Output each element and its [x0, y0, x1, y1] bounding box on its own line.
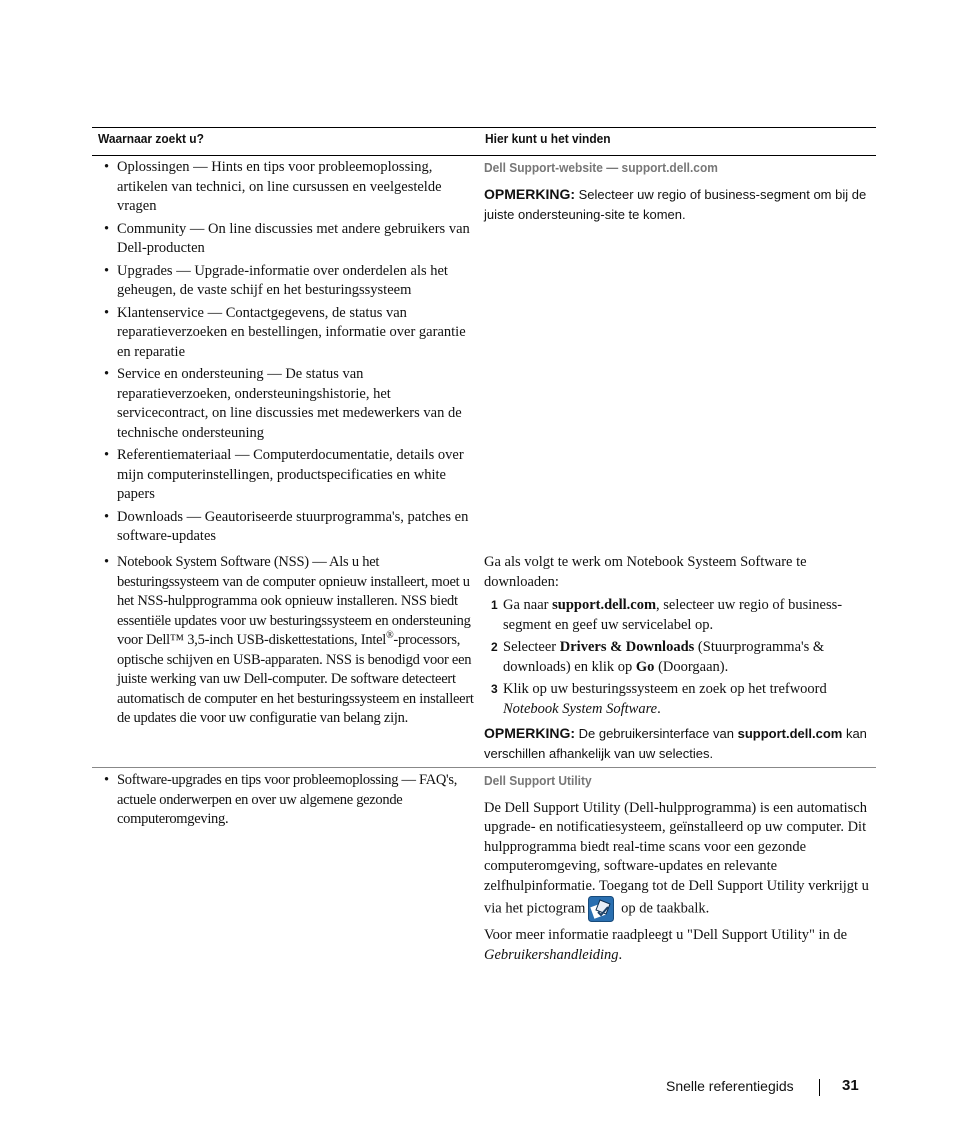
page-number: 31: [842, 1077, 859, 1094]
list-item: • Upgrades — Upgrade-informatie over onderdelen als het geheugen, de vaste schijf en het besturingssysteem: [104, 262, 448, 298]
column-header-left: Waarnaar zoekt u?: [98, 131, 204, 146]
footer-title: Snelle referentiegids: [666, 1078, 794, 1094]
list-item: • Oplossingen — Hints en tips voor probleemoplossing, artikelen van technici, on line cursussen en veelgestelde vragen: [104, 159, 442, 214]
list-item: • Service en ondersteuning — De status van reparatieverzoeken, ondersteuningshistorie, het servicecontract, on line discussies met medewerkers van de technische ondersteuning: [104, 366, 462, 441]
note-interface: OPMERKING: De gebruikersinterface van support.dell.com kan verschillen afhankelijk van uw selecties.: [484, 725, 867, 761]
note-region: OPMERKING: Selecteer uw regio of business-segment om bij de juiste ondersteuning-site te komen.: [484, 185, 867, 222]
bullet-icon: •: [104, 554, 109, 570]
list-item: • Community — On line discussies met andere gebruikers van Dell-producten: [104, 220, 470, 256]
user-guide-reference: Voor meer informatie raadpleegt u "Dell Support Utility" in de Gebruikershandleiding.: [484, 927, 848, 963]
bullet-icon: •: [104, 447, 110, 463]
step-1: 1 Ga naar support.dell.com, selecteer uw regio of business-segment en geef uw servicelabel op.: [491, 597, 843, 633]
row1-left-cell: [100, 158, 478, 550]
table-top-rule: [92, 127, 876, 128]
support-utility-heading: Dell Support Utility: [484, 773, 592, 788]
nss-left-cell: [100, 553, 478, 732]
row2-left-cell: [100, 771, 478, 833]
nss-intro: Ga als volgt te werk om Notebook Systeem Software te downloaden:: [484, 554, 807, 590]
bullet-icon: •: [104, 508, 110, 525]
row1-right-cell: [484, 158, 874, 225]
row2-right-cell: [484, 771, 874, 965]
list-item: • Klantenservice — Contactgegevens, de status van reparatieverzoeken en bestellingen, informatie over garantie en reparatie: [104, 304, 466, 360]
list-item: • Downloads — Geautoriseerde stuurprogramma's, patches en software-updates: [104, 508, 469, 544]
bullet-icon: •: [104, 772, 109, 788]
list-item: • Referentiemateriaal — Computerdocumentatie, details over mijn computerinstellingen, productspecificaties en white papers: [104, 447, 464, 502]
footer-divider: [819, 1079, 820, 1096]
bullet-icon: •: [104, 262, 110, 279]
bullet-icon: •: [104, 159, 110, 175]
download-steps: [484, 596, 874, 719]
step-3: 3 Klik op uw besturingssysteem en zoek op het trefwoord Notebook System Software.: [491, 681, 827, 717]
table-header-rule: [92, 155, 876, 156]
bullet-icon: •: [104, 220, 110, 237]
support-website-heading: Dell Support-website — support.dell.com: [484, 160, 718, 175]
bullet-icon: •: [104, 366, 110, 382]
bullet-icon: •: [104, 304, 110, 321]
step-2: 2 Selecteer Drivers & Downloads (Stuurprogramma's & downloads) en klik op Go (Doorgaan).: [491, 639, 825, 675]
list-item: • Notebook System Software (NSS) — Als u het besturingssysteem van de computer opnieuw installeert, moet u het NSS-hulpprogramma ook opnieuw installeren. NSS biedt essentiële updates voor uw besturingssysteem en ondersteuning voor Dell™ 3,5-inch USB-diskettestations, Intel®-processors, optische schijven en USB-apparaten. NSS is benodigd voor een juiste werking van uw Dell-computer. De software detecteert automatisch de computer en het besturingssysteem en installeert de updates die voor uw configuratie van belang zijn.: [104, 554, 474, 726]
support-utility-description: De Dell Support Utility (Dell-hulpprogramma) is een automatisch upgrade- en notificatiesysteem, geïnstalleerd op uw computer. Dit hulpprogramma biedt real-time scans voor een gezonde computeromgeving, software-updates en relevante zelfhulpinformatie. Toegang tot de Dell Support Utility verkrijgt u via het pictogram op de taakbalk.: [484, 799, 874, 923]
column-header-right: Hier kunt u het vinden: [485, 131, 611, 146]
nss-right-cell: [484, 553, 874, 764]
dell-support-utility-icon: [588, 896, 614, 922]
list-item: • Software-upgrades en tips voor probleemoplossing — FAQ's, actuele onderwerpen en over uw algemene gezonde computeromgeving.: [104, 772, 458, 827]
support-link[interactable]: support.dell.com: [552, 597, 657, 613]
table-row-divider: [92, 767, 876, 768]
